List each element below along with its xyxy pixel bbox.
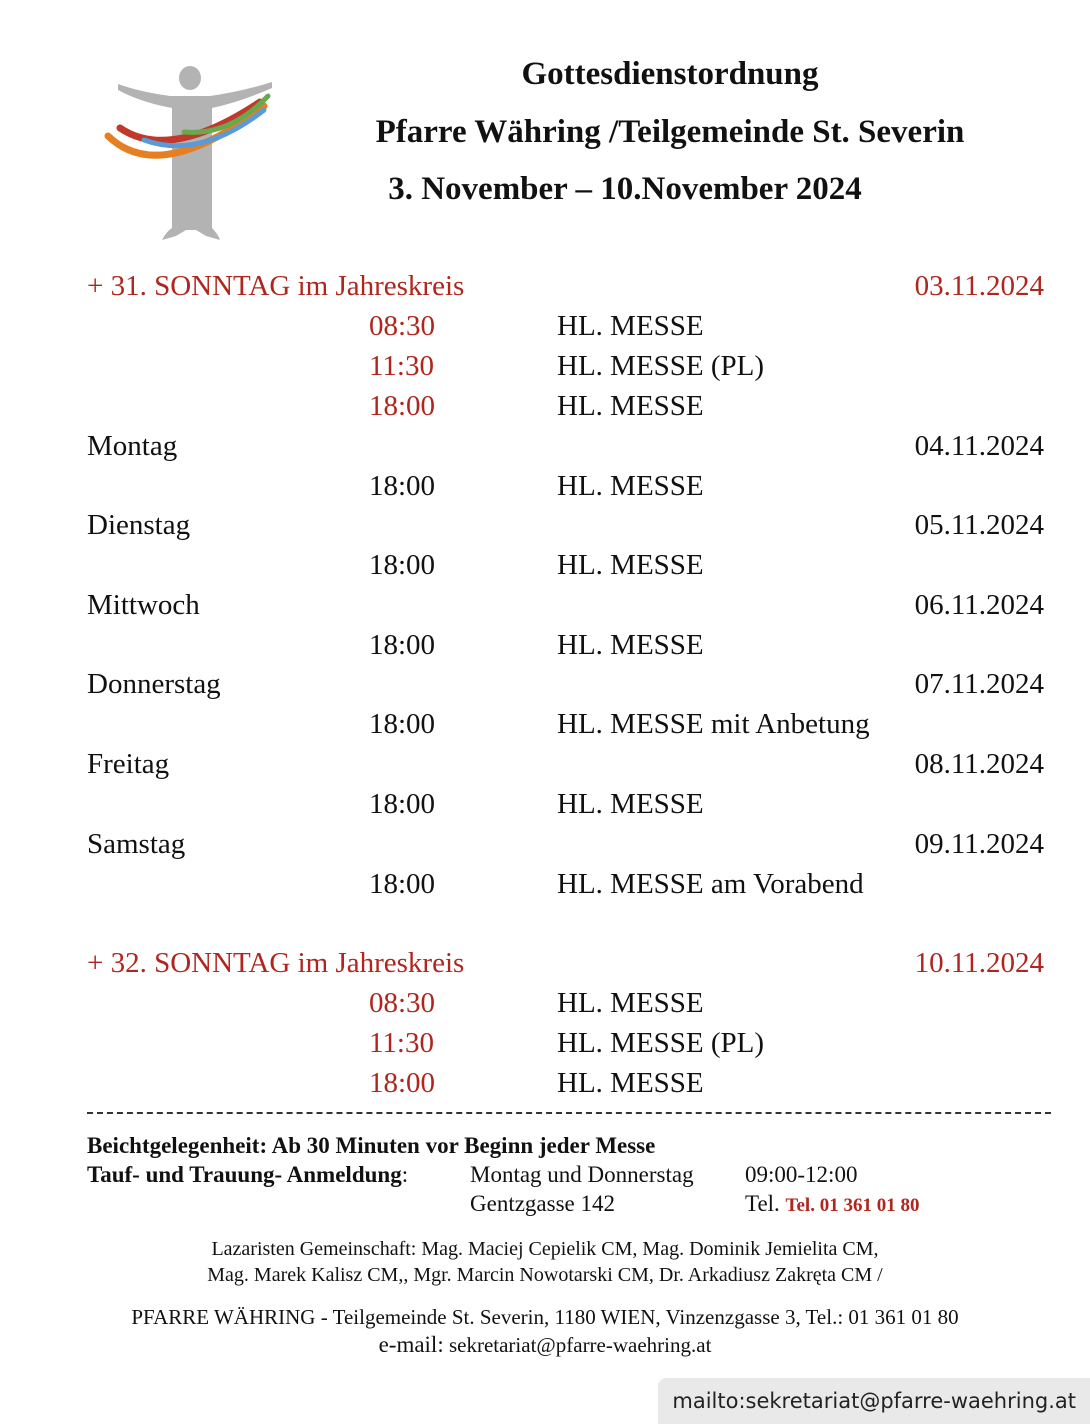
weekday-date: 07.11.2024 [914, 668, 1044, 700]
registration-days: Montag und Donnerstag [470, 1162, 694, 1187]
weekday-name: Mittwoch [87, 589, 200, 621]
service-event: HL. MESSE (PL) [557, 1027, 765, 1059]
service-time: 08:30 [369, 310, 436, 342]
weekday-name: Donnerstag [87, 668, 221, 700]
service-time: 08:30 [369, 987, 436, 1019]
sunday-1-title: + 31. SONNTAG im Jahreskreis [87, 270, 465, 302]
service-time: 18:00 [369, 788, 436, 820]
service-event: HL. MESSE [557, 310, 704, 342]
registration-address: Gentzgasse 142 [470, 1191, 615, 1216]
service-event: HL. MESSE [557, 629, 704, 661]
dashed-divider [87, 1112, 1051, 1114]
weekday-date: 06.11.2024 [914, 589, 1044, 621]
email-link[interactable]: sekretariat@pfarre-waehring.at [448, 1333, 712, 1357]
service-time: 18:00 [369, 470, 436, 502]
registration-hours: 09:00-12:00 [745, 1162, 858, 1187]
registration-colon: : [401, 1162, 409, 1187]
service-time: 11:30 [369, 1027, 434, 1059]
service-event: HL. MESSE mit Anbetung [557, 708, 870, 740]
service-time: 11:30 [369, 350, 434, 382]
service-time: 18:00 [369, 708, 436, 740]
document-title: Gottesdienstordnung [521, 56, 819, 92]
tel-value: Tel. 01 361 01 80 [785, 1195, 920, 1216]
period-heading: 3. November – 10.November 2024 [388, 171, 862, 207]
service-event: HL. MESSE am Vorabend [557, 868, 864, 900]
confession-info: Beichtgelegenheit: Ab 30 Minuten vor Beginn jeder Messe [87, 1133, 656, 1158]
weekday-date: 09.11.2024 [914, 828, 1044, 860]
community-line-1: Lazaristen Gemeinschaft: Mag. Maciej Cepielik CM, Mag. Dominik Jemielita CM, [211, 1238, 879, 1260]
service-event: HL. MESSE [557, 390, 704, 422]
service-event: HL. MESSE [557, 788, 704, 820]
weekday-name: Montag [87, 430, 178, 462]
weekday-date: 08.11.2024 [914, 748, 1044, 780]
tel-label: Tel. [745, 1191, 780, 1216]
sunday-2-title: + 32. SONNTAG im Jahreskreis [87, 947, 465, 979]
weekday-name: Dienstag [87, 509, 191, 541]
service-time: 18:00 [369, 1067, 436, 1099]
parish-address: PFARRE WÄHRING - Teilgemeinde St. Severin, 1180 WIEN, Vinzenzgasse 3, Tel.: 01 361 01 80 [131, 1305, 959, 1329]
sunday-2-date: 10.11.2024 [914, 947, 1044, 979]
email-line [0, 1332, 1090, 1358]
registration-label: Tauf- und Trauung- Anmeldung [87, 1162, 402, 1187]
service-event: HL. MESSE (PL) [557, 350, 765, 382]
weekday-date: 05.11.2024 [914, 509, 1044, 541]
weekday-date: 04.11.2024 [914, 430, 1044, 462]
weekday-name: Freitag [87, 748, 170, 780]
parish-name: Pfarre Währing /Teilgemeinde St. Severin [375, 114, 965, 150]
email-label: e-mail: [378, 1332, 444, 1357]
weekday-name: Samstag [87, 828, 186, 860]
community-line-2: Mag. Marek Kalisz CM,, Mgr. Marcin Nowotarski CM, Dr. Arkadiusz Zakręta CM / [207, 1264, 883, 1286]
registration-phone [745, 1191, 919, 1217]
service-time: 18:00 [369, 629, 436, 661]
registration-line [87, 1162, 408, 1188]
status-bar-link: mailto:sekretariat@pfarre-waehring.at [658, 1378, 1090, 1424]
service-time: 18:00 [369, 390, 436, 422]
service-event: HL. MESSE [557, 987, 704, 1019]
sunday-1-date: 03.11.2024 [914, 270, 1044, 302]
service-event: HL. MESSE [557, 549, 704, 581]
service-event: HL. MESSE [557, 470, 704, 502]
service-time: 18:00 [369, 549, 436, 581]
service-event: HL. MESSE [557, 1067, 704, 1099]
service-time: 18:00 [369, 868, 436, 900]
